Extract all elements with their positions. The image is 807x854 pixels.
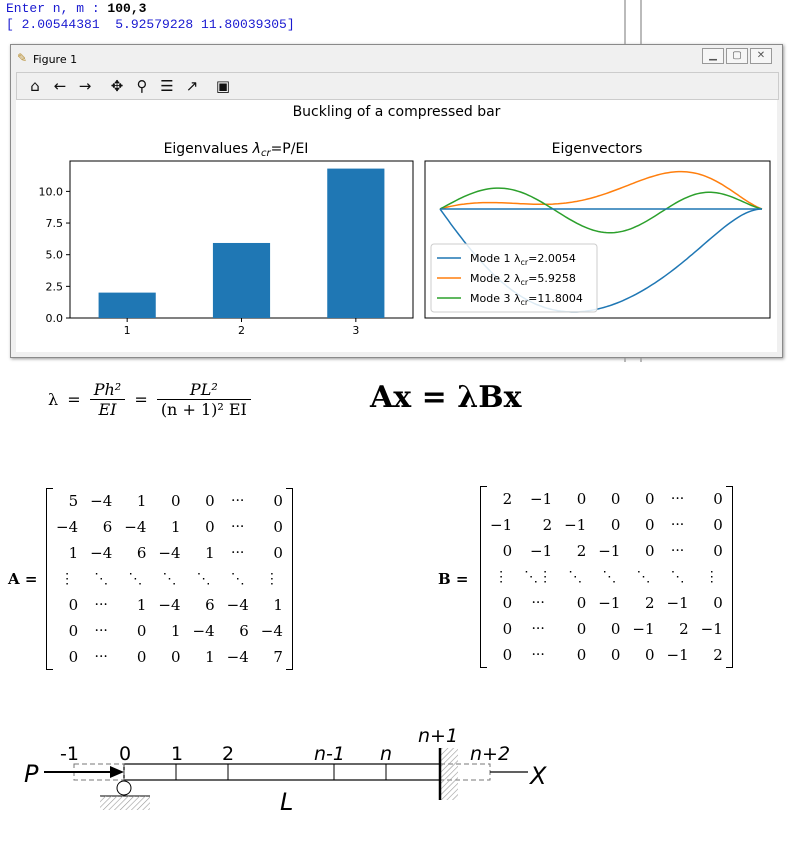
matrix-a-cell: ···: [94, 597, 108, 613]
matrix-b-cell: ···: [531, 647, 545, 663]
maximize-button[interactable]: ▢: [726, 48, 748, 64]
matrix-a-row: [50, 540, 289, 566]
matrix-b-cell: ⋱⋮: [524, 569, 553, 585]
matrix-b-row: [484, 538, 729, 564]
figure-canvas: [16, 100, 777, 352]
matrix-b-cell: 0: [713, 594, 723, 612]
matrix-b-cell: 2: [679, 620, 689, 638]
left-axes-title: Eigenvalues $\lambda_{cr}=P/EI$: [163, 141, 309, 159]
legend-entry-mode-2: Mode 2 $\lambda_{cr}=5.9258$: [470, 272, 576, 287]
matrix-a-cell: ···: [231, 545, 245, 561]
matrix-b-row: [484, 564, 729, 590]
matrix-a-cell: 0: [205, 492, 215, 510]
bar-mode-3: [327, 169, 384, 318]
matrix-b-cell: −1: [666, 646, 689, 664]
matrix-a-cell: 6: [239, 622, 249, 640]
x-axis-label: X: [530, 762, 547, 790]
matrix-a-cell: 1: [68, 544, 79, 562]
lambda-symbol: λ: [48, 390, 59, 409]
window-title: Figure 1: [33, 53, 78, 66]
matrix-a-cell: ···: [94, 623, 108, 639]
y-tick-label: 7.5: [45, 217, 63, 231]
node-label: n-1: [314, 743, 345, 765]
matrix-a-row: [50, 592, 289, 618]
matrix-a-cell: −4: [158, 544, 181, 562]
matrix-b-cell: ···: [531, 595, 545, 611]
matrix-a: [50, 488, 289, 670]
matrix-a-cell: ···: [231, 493, 245, 509]
matrix-a-cell: 0: [68, 622, 79, 640]
matrix-b-cell: −1: [564, 516, 587, 534]
matrix-a-cell: 6: [136, 544, 147, 562]
console-input[interactable]: 100,3: [107, 1, 147, 16]
beam-body: [124, 764, 440, 780]
matrix-a-cell: 1: [136, 492, 147, 510]
matrix-a-cell: 0: [170, 492, 181, 510]
matrix-a-cell: −4: [260, 622, 283, 640]
matrix-b-cell: ···: [670, 543, 685, 559]
force-label: P: [24, 760, 39, 788]
home-icon[interactable]: ⌂: [30, 77, 40, 95]
matrix-a-cell: 0: [136, 648, 147, 666]
x-tick-label: 2: [238, 324, 245, 337]
matrix-b-cell: 0: [502, 620, 513, 638]
length-label: L: [280, 788, 294, 816]
figure-window[interactable]: [10, 44, 783, 358]
matrix-a-cell: 0: [273, 544, 283, 562]
matrix-a-label: A =: [8, 570, 38, 588]
matrix-b-cell: 0: [713, 490, 723, 508]
matrix-b-cell: 0: [713, 516, 723, 534]
matrix-b-row: [484, 512, 729, 538]
matrix-a-cell: ···: [94, 649, 108, 665]
matrix-b-cell: ⋱: [602, 569, 617, 585]
matrix-a-cell: 5: [68, 492, 79, 510]
figure-suptitle: Buckling of a compressed bar: [292, 104, 501, 120]
matrix-a-cell: 1: [205, 544, 215, 562]
matrix-a-cell: ⋱: [230, 571, 245, 587]
matrix-b-cell: 2: [542, 516, 553, 534]
matrix-b-cell: −1: [598, 594, 621, 612]
matrix-b-cell: 0: [502, 646, 513, 664]
matrix-a-cell: 0: [68, 596, 79, 614]
matrix-a-cell: ⋱: [94, 571, 109, 587]
matrix-b-row: [484, 642, 729, 668]
legend-entry-mode-1: Mode 1 $\lambda_{cr}=2.0054$: [470, 252, 576, 267]
matrix-b-label: B =: [438, 570, 469, 588]
matrix-b-cell: ⋱: [568, 569, 583, 585]
matrix-b-cell: 0: [644, 646, 655, 664]
matrix-b-cell: −1: [666, 594, 689, 612]
window-divider: [624, 0, 626, 44]
figure-plot-area: [16, 100, 777, 352]
y-tick-label: 5.0: [45, 248, 63, 262]
matrix-a-row: [50, 644, 289, 670]
matrix-a-cell: −4: [158, 596, 181, 614]
matrix-a-cell: 0: [136, 622, 147, 640]
matrix-b-cell: 0: [610, 516, 621, 534]
matrix-b-cell: ⋮: [494, 569, 509, 585]
matrix-b-row: [484, 590, 729, 616]
matrix-b-cell: −1: [700, 620, 723, 638]
matrix-b-cell: 0: [713, 542, 723, 560]
console-result: [ 2.00544381 5.92579228 11.80039305]: [6, 17, 295, 32]
matrix-b: [484, 486, 729, 668]
matrix-a-cell: −4: [226, 596, 249, 614]
console-prompt-line: [6, 1, 146, 16]
matrix-a-cell: 0: [68, 648, 79, 666]
x-tick-label: 3: [352, 324, 360, 337]
matrix-b-cell: 0: [644, 542, 655, 560]
matrix-b-cell: ⋱: [670, 569, 685, 585]
matrix-b-cell: −1: [632, 620, 655, 638]
matrix-a-cell: 1: [273, 596, 283, 614]
matrix-a-row: [50, 618, 289, 644]
matrix-b-cell: ···: [531, 621, 545, 637]
matrix-b-cell: ⋮: [704, 569, 719, 585]
matrix-a-cell: −4: [90, 544, 113, 562]
matrix-a-cell: 6: [102, 518, 113, 536]
node-label: n: [380, 743, 393, 765]
matrix-b-cell: ···: [670, 517, 685, 533]
forward-icon[interactable]: →: [78, 77, 92, 95]
matrix-a-cell: −4: [192, 622, 215, 640]
equals-sign: =: [134, 390, 148, 409]
matrix-b-cell: ···: [670, 491, 685, 507]
matrix-b-cell: 2: [713, 646, 723, 664]
matrix-a-cell: 0: [273, 492, 283, 510]
matrix-a-cell: −4: [56, 518, 79, 536]
matrix-b-cell: 0: [576, 490, 587, 508]
matrix-b-cell: −1: [598, 542, 621, 560]
node-label: 0: [119, 743, 132, 765]
window-controls: [700, 48, 772, 64]
fraction-pl2: $\frac{\text{PL²}}{\text{(n + 1)² EI}}$: [157, 380, 251, 419]
matrix-a-cell: 1: [170, 622, 181, 640]
matrix-b-cell: 0: [576, 620, 587, 638]
node-label: 2: [222, 743, 235, 765]
matrix-a-cell: 1: [136, 596, 147, 614]
figure-app-icon: ✎: [17, 51, 28, 65]
matrix-b-cell: 0: [644, 516, 655, 534]
matrix-b-cell: 0: [610, 490, 621, 508]
matrix-b-cell: ⋱: [636, 569, 651, 585]
matrix-b-cell: 2: [502, 490, 513, 508]
y-tick-label: 0.0: [45, 312, 63, 325]
line-mode-2: [440, 172, 762, 209]
close-button[interactable]: ✕: [750, 48, 772, 64]
legend: [431, 244, 597, 312]
matrix-a-cell: 0: [170, 648, 181, 666]
matrix-a-row: [50, 514, 289, 540]
node-label: -1: [60, 743, 79, 765]
matrix-a-cell: ···: [231, 519, 245, 535]
pin-support: [117, 781, 131, 795]
window-divider: [640, 0, 642, 44]
pan-icon[interactable]: ✥: [110, 77, 124, 95]
matrix-b-cell: 0: [502, 542, 513, 560]
matrix-b-cell: 0: [610, 646, 621, 664]
back-icon[interactable]: ←: [53, 77, 67, 95]
matrix-a-cell: ⋮: [264, 571, 279, 587]
right-axes-title: Eigenvectors: [551, 141, 643, 157]
buckling-formula: [48, 380, 251, 419]
minimize-button[interactable]: ▁: [702, 48, 724, 64]
bar-mode-2: [213, 243, 270, 318]
matrix-b-cell: 2: [576, 542, 587, 560]
matrix-a-row: [50, 566, 289, 592]
matrix-b-cell: 0: [644, 490, 655, 508]
beam-diagram: [0, 726, 807, 846]
matrix-a-cell: ⋱: [128, 571, 143, 587]
generalized-eigen-equation: Ax = λBx: [370, 380, 522, 415]
fraction-ph2-ei: $\frac{\text{Ph²}}{EI}$: [90, 380, 125, 419]
save-icon[interactable]: ▣: [215, 77, 231, 95]
console-output: [0, 0, 807, 40]
fixed-wall: [440, 748, 458, 800]
matrix-b-cell: −1: [530, 490, 553, 508]
matrix-a-cell: −4: [226, 648, 249, 666]
matrix-b-cell: −1: [530, 542, 553, 560]
zoom-icon[interactable]: ⚲: [136, 77, 148, 95]
node-label: n+2: [470, 743, 511, 765]
y-tick-label: 2.5: [45, 280, 63, 294]
node-label: 1: [171, 743, 184, 765]
matrix-a-cell: ⋮: [60, 571, 75, 587]
edit-axis-icon[interactable]: ↗: [185, 77, 199, 95]
matrix-a-cell: 0: [273, 518, 283, 536]
legend-entry-mode-3: Mode 3 $\lambda_{cr}=11.8004$: [470, 292, 583, 307]
matrix-b-cell: 0: [576, 594, 587, 612]
subplots-icon[interactable]: ☰: [160, 77, 174, 95]
matrix-b-row: [484, 616, 729, 642]
equals-sign: =: [67, 390, 81, 409]
matrix-b-cell: 2: [644, 594, 655, 612]
y-tick-label: 10.0: [38, 185, 63, 199]
matrix-a-cell: 0: [205, 518, 215, 536]
matrix-a-cell: −4: [90, 492, 113, 510]
matrix-a-cell: 1: [170, 518, 181, 536]
bar-mode-1: [99, 293, 156, 318]
matrix-a-row: [50, 488, 289, 514]
matrix-a-cell: 7: [273, 648, 283, 666]
matrix-a-cell: 1: [205, 648, 215, 666]
matrix-b-cell: 0: [502, 594, 513, 612]
console-prompt: Enter n, m :: [6, 1, 108, 16]
matrix-a-cell: 6: [205, 596, 215, 614]
matrix-a-cell: ⋱: [196, 571, 211, 587]
matrix-b-cell: 0: [576, 646, 587, 664]
matrix-b-cell: 0: [610, 620, 621, 638]
node-label: n+1: [418, 726, 459, 747]
figure-toolbar: [16, 72, 779, 100]
matrix-b-row: [484, 486, 729, 512]
matrix-a-cell: −4: [124, 518, 147, 536]
matrix-b-cell: −1: [490, 516, 513, 534]
matrix-a-cell: ⋱: [162, 571, 177, 587]
x-tick-label: 1: [123, 324, 131, 337]
